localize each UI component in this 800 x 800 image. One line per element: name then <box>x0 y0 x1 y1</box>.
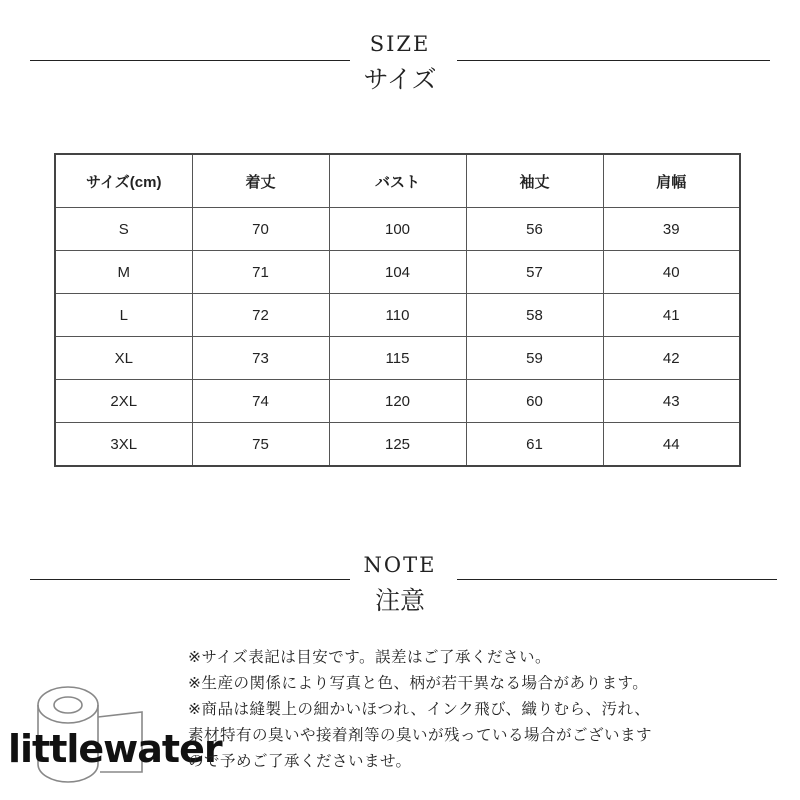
cell-bust: 110 <box>329 294 466 337</box>
table-row <box>55 423 740 467</box>
header-bust: バスト <box>329 154 466 208</box>
heading-divider-right <box>457 579 777 580</box>
note-title-en: NOTE <box>363 553 437 577</box>
note-title-jp: 注意 <box>374 586 425 615</box>
cell-bust: 125 <box>329 423 466 467</box>
cell-sleeve: 61 <box>466 423 603 467</box>
cell-shoulder: 39 <box>603 208 740 251</box>
table-row <box>55 208 740 251</box>
cell-length: 74 <box>192 380 329 423</box>
note-item: 素材特有の臭いや接着剤等の臭いが残っている場合がございます <box>188 726 653 744</box>
cell-sleeve: 58 <box>466 294 603 337</box>
cell-length: 72 <box>192 294 329 337</box>
cell-length: 73 <box>192 337 329 380</box>
cell-length: 70 <box>192 208 329 251</box>
cell-size: 3XL <box>55 423 192 467</box>
cell-sleeve: 57 <box>466 251 603 294</box>
cell-sleeve: 59 <box>466 337 603 380</box>
brand-logo: littlewater <box>8 727 222 771</box>
table-row <box>55 251 740 294</box>
table-row <box>55 380 740 423</box>
note-item: ※商品は縫製上の細かいほつれ、インク飛び、織りむら、汚れ、 <box>188 700 651 718</box>
cell-shoulder: 42 <box>603 337 740 380</box>
cell-bust: 115 <box>329 337 466 380</box>
size-title-en: SIZE <box>369 32 431 56</box>
cell-shoulder: 40 <box>603 251 740 294</box>
header-length: 着丈 <box>192 154 329 208</box>
notes-list <box>188 644 788 774</box>
table-row <box>55 337 740 380</box>
table-header-row <box>55 154 740 208</box>
header-size: サイズ(cm) <box>55 154 192 208</box>
note-item: ※サイズ表記は目安です。誤差はご了承ください。 <box>188 648 552 666</box>
header-shoulder: 肩幅 <box>603 154 740 208</box>
size-table <box>54 153 741 467</box>
cell-length: 75 <box>192 423 329 467</box>
cell-shoulder: 41 <box>603 294 740 337</box>
header-sleeve: 袖丈 <box>466 154 603 208</box>
cell-length: 71 <box>192 251 329 294</box>
note-item: ※生産の関係により写真と色、柄が若干異なる場合があります。 <box>188 674 649 692</box>
cell-size: M <box>55 251 192 294</box>
cell-size: XL <box>55 337 192 380</box>
cell-size: S <box>55 208 192 251</box>
cell-bust: 104 <box>329 251 466 294</box>
cell-sleeve: 56 <box>466 208 603 251</box>
cell-size: L <box>55 294 192 337</box>
cell-shoulder: 44 <box>603 423 740 467</box>
cell-sleeve: 60 <box>466 380 603 423</box>
note-item: ので予めご了承くださいませ。 <box>188 752 412 770</box>
cell-bust: 100 <box>329 208 466 251</box>
cell-size: 2XL <box>55 380 192 423</box>
cell-shoulder: 43 <box>603 380 740 423</box>
cell-bust: 120 <box>329 380 466 423</box>
heading-divider-left <box>30 579 350 580</box>
table-row <box>55 294 740 337</box>
size-title-jp: サイズ <box>363 65 437 94</box>
